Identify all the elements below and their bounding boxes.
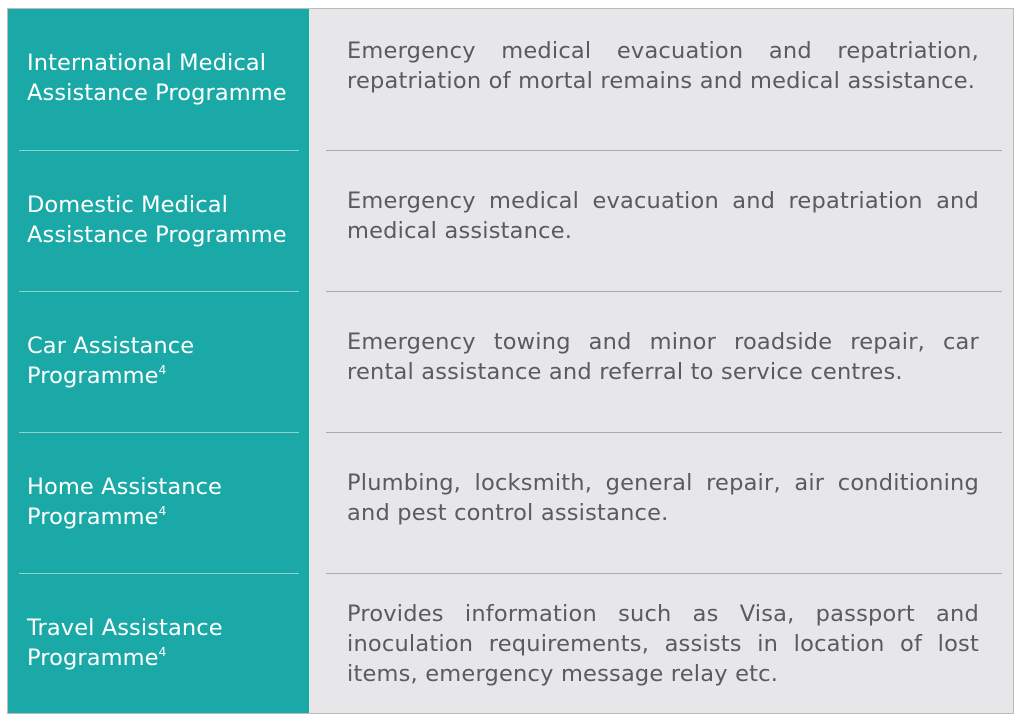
programme-name: Domestic Medical Assistance Programme xyxy=(27,192,287,248)
programme-description: Emergency towing and minor roadside repair, car rental assistance and referral to service centres. xyxy=(347,329,979,385)
programme-description: Provides information such as Visa, passport and inoculation requirements, assists in location of lost items, emergency message relay etc. xyxy=(347,601,979,687)
table-row xyxy=(8,292,309,433)
programme-description-column xyxy=(309,9,1013,713)
row-divider xyxy=(326,150,1002,151)
row-divider xyxy=(326,573,1002,574)
programme-description: Emergency medical evacuation and repatriation and medical assistance. xyxy=(347,188,979,244)
table-row xyxy=(8,574,309,715)
programme-name-column xyxy=(8,9,309,713)
footnote-marker: 4 xyxy=(158,363,167,377)
programme-name: Car Assistance Programme$^4$ xyxy=(27,333,195,389)
programme-description: Emergency medical evacuation and repatriation, repatriation of mortal remains and medical assistance. xyxy=(347,38,979,94)
footnote-marker: 4 xyxy=(158,504,167,518)
row-divider xyxy=(326,291,1002,292)
programme-table xyxy=(7,8,1014,714)
table-row xyxy=(8,9,309,150)
footnote-marker: 4 xyxy=(158,645,167,659)
table-row xyxy=(8,433,309,574)
programme-name: International Medical Assistance Programme xyxy=(27,50,287,106)
programme-description: Plumbing, locksmith, general repair, air conditioning and pest control assistance. xyxy=(347,470,979,526)
row-divider xyxy=(326,432,1002,433)
programme-name: Home Assistance Programme$^4$ xyxy=(27,474,222,530)
table-row xyxy=(8,151,309,292)
programme-name: Travel Assistance Programme$^4$ xyxy=(27,615,223,671)
